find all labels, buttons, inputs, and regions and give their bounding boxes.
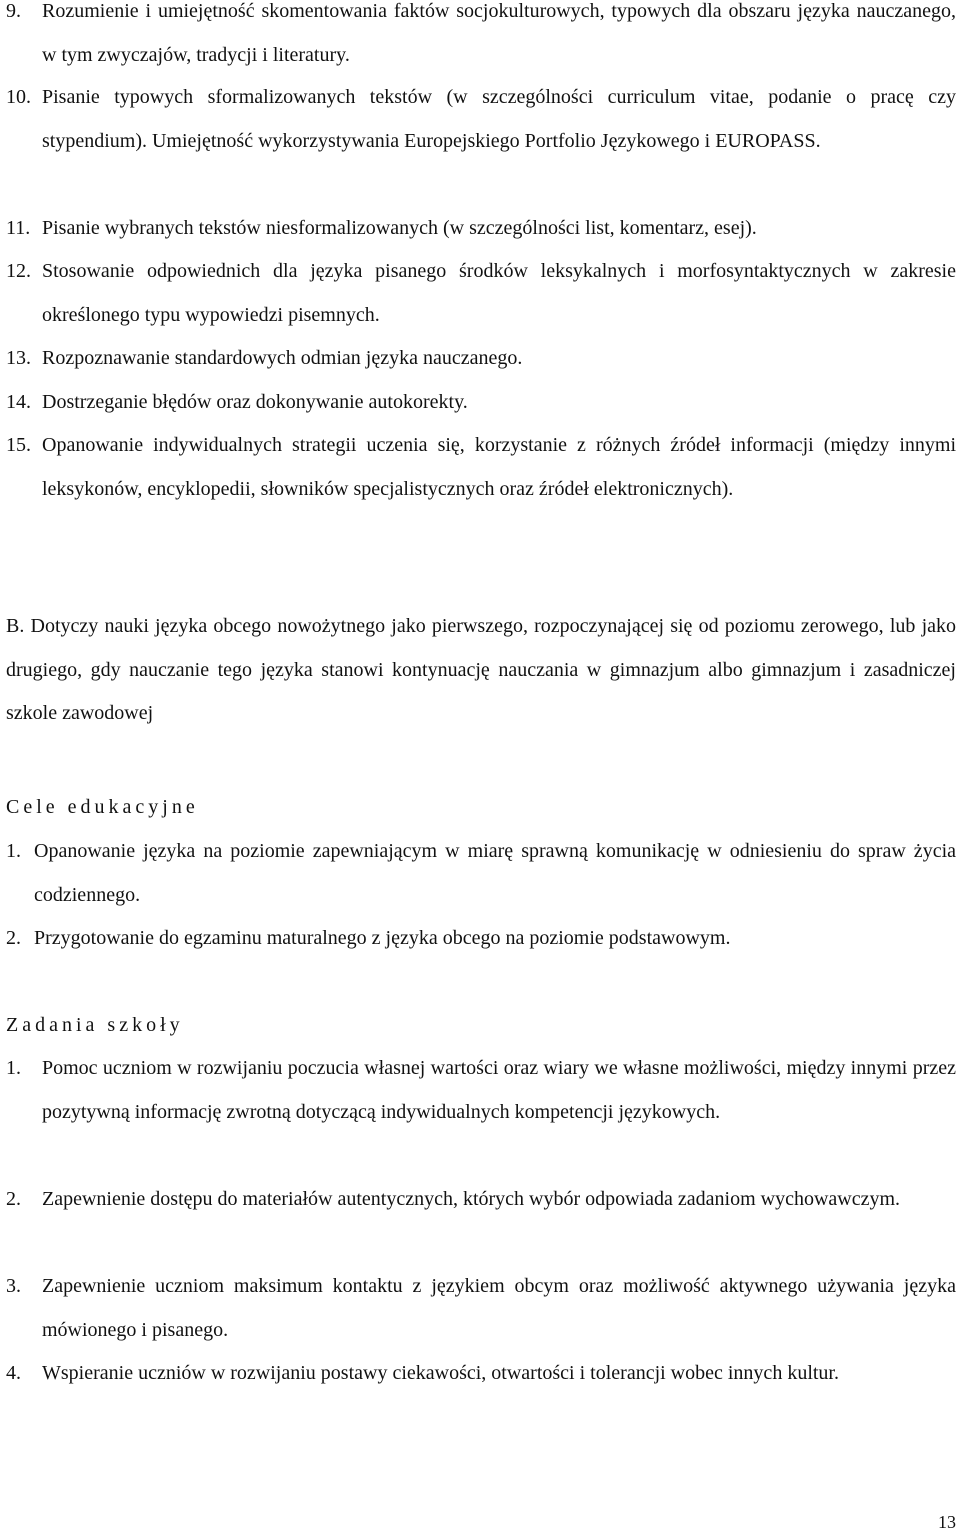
list-item [6, 0, 956, 77]
list-item-number: 2. [6, 927, 21, 949]
list-item-number: 1. [6, 840, 21, 862]
list-item [6, 250, 956, 337]
list-item [6, 1047, 956, 1134]
list-item-number: 1. [6, 1057, 21, 1079]
list-item-text: Wspieranie uczniów w rozwijaniu postawy ciekawości, otwartości i tolerancji wobec innych kultur. [42, 1362, 839, 1384]
list-item [6, 76, 956, 163]
list-item-text: Pisanie typowych sformalizowanych tekstów (w szczególności curriculum vitae, podanie o pracę czy stypendium). Umiejętność wykorzystywania Europejskiego Portfolio Językowego i EUROPASS. [42, 86, 956, 152]
list-item-number: 2. [6, 1188, 21, 1210]
list-item [6, 1352, 956, 1396]
zadania-heading: Zadania szkoły [6, 1014, 184, 1036]
list-item-text: Rozumienie i umiejętność skomentowania faktów socjokulturowych, typowych dla obszaru języka nauczanego, w tym zwyczajów, tradycji i literatury. [42, 0, 956, 66]
list-item-text: Stosowanie odpowiednich dla języka pisanego środków leksykalnych i morfosyntaktycznych w zakresie określonego typu wypowiedzi pisemnych. [42, 260, 956, 326]
list-item-number: 13. [6, 347, 31, 369]
list-item-text: Rozpoznawanie standardowych odmian języka nauczanego. [42, 347, 523, 369]
list-item-text: Zapewnienie dostępu do materiałów autentycznych, których wybór odpowiada zadaniom wychowawczym. [42, 1188, 901, 1210]
list-item [6, 1265, 956, 1352]
list-item [6, 917, 956, 961]
list-item-text: Zapewnienie uczniom maksimum kontaktu z językiem obcym oraz możliwość aktywnego używania języka mówionego i pisanego. [42, 1275, 956, 1341]
list-item-number: 3. [6, 1275, 21, 1297]
list-item-text: Pomoc uczniom w rozwijaniu poczucia własnej wartości oraz wiary we własne możliwości, między innymi przez pozytywną informację zwrotną dotyczącą indywidualnych kompetencji językowych. [42, 1057, 956, 1123]
list-item [6, 830, 956, 917]
page-number: 13 [938, 1512, 956, 1532]
list-item [6, 424, 956, 511]
list-item [6, 337, 956, 381]
list-item-number: 9. [6, 0, 21, 22]
list-item-text: Opanowanie indywidualnych strategii uczenia się, korzystanie z różnych źródeł informacji (między innymi leksykonów, encyklopedii, słowników specjalistycznych oraz źródeł elektronicznych). [42, 434, 956, 500]
list-item-number: 14. [6, 391, 31, 413]
list-item [6, 207, 956, 251]
list-item-number: 4. [6, 1362, 21, 1384]
list-item [6, 381, 956, 425]
list-item-number: 11. [6, 217, 31, 239]
list-item-text: Przygotowanie do egzaminu maturalnego z języka obcego na poziomie podstawowym. [34, 927, 731, 949]
cele-heading: Cele edukacyjne [6, 796, 199, 818]
section-b-paragraph: B. Dotyczy nauki języka obcego nowożytnego jako pierwszego, rozpoczynającej się od poziomu zerowego, lub jako drugiego, gdy nauczanie tego języka stanowi kontynuację nauczania w gimnazjum albo gimnazjum i zasadniczej szkole zawodowej [6, 615, 956, 724]
list-item-text: Pisanie wybranych tekstów niesformalizowanych (w szczególności list, komentarz, esej). [42, 217, 757, 239]
list-item-number: 12. [6, 260, 31, 282]
list-item [6, 1178, 956, 1222]
list-item-number: 10. [6, 86, 31, 108]
list-item-text: Dostrzeganie błędów oraz dokonywanie autokorekty. [42, 391, 468, 413]
list-item-number: 15. [6, 434, 31, 456]
list-item-text: Opanowanie języka na poziomie zapewniającym w miarę sprawną komunikację w odniesieniu do spraw życia codziennego. [34, 840, 956, 906]
